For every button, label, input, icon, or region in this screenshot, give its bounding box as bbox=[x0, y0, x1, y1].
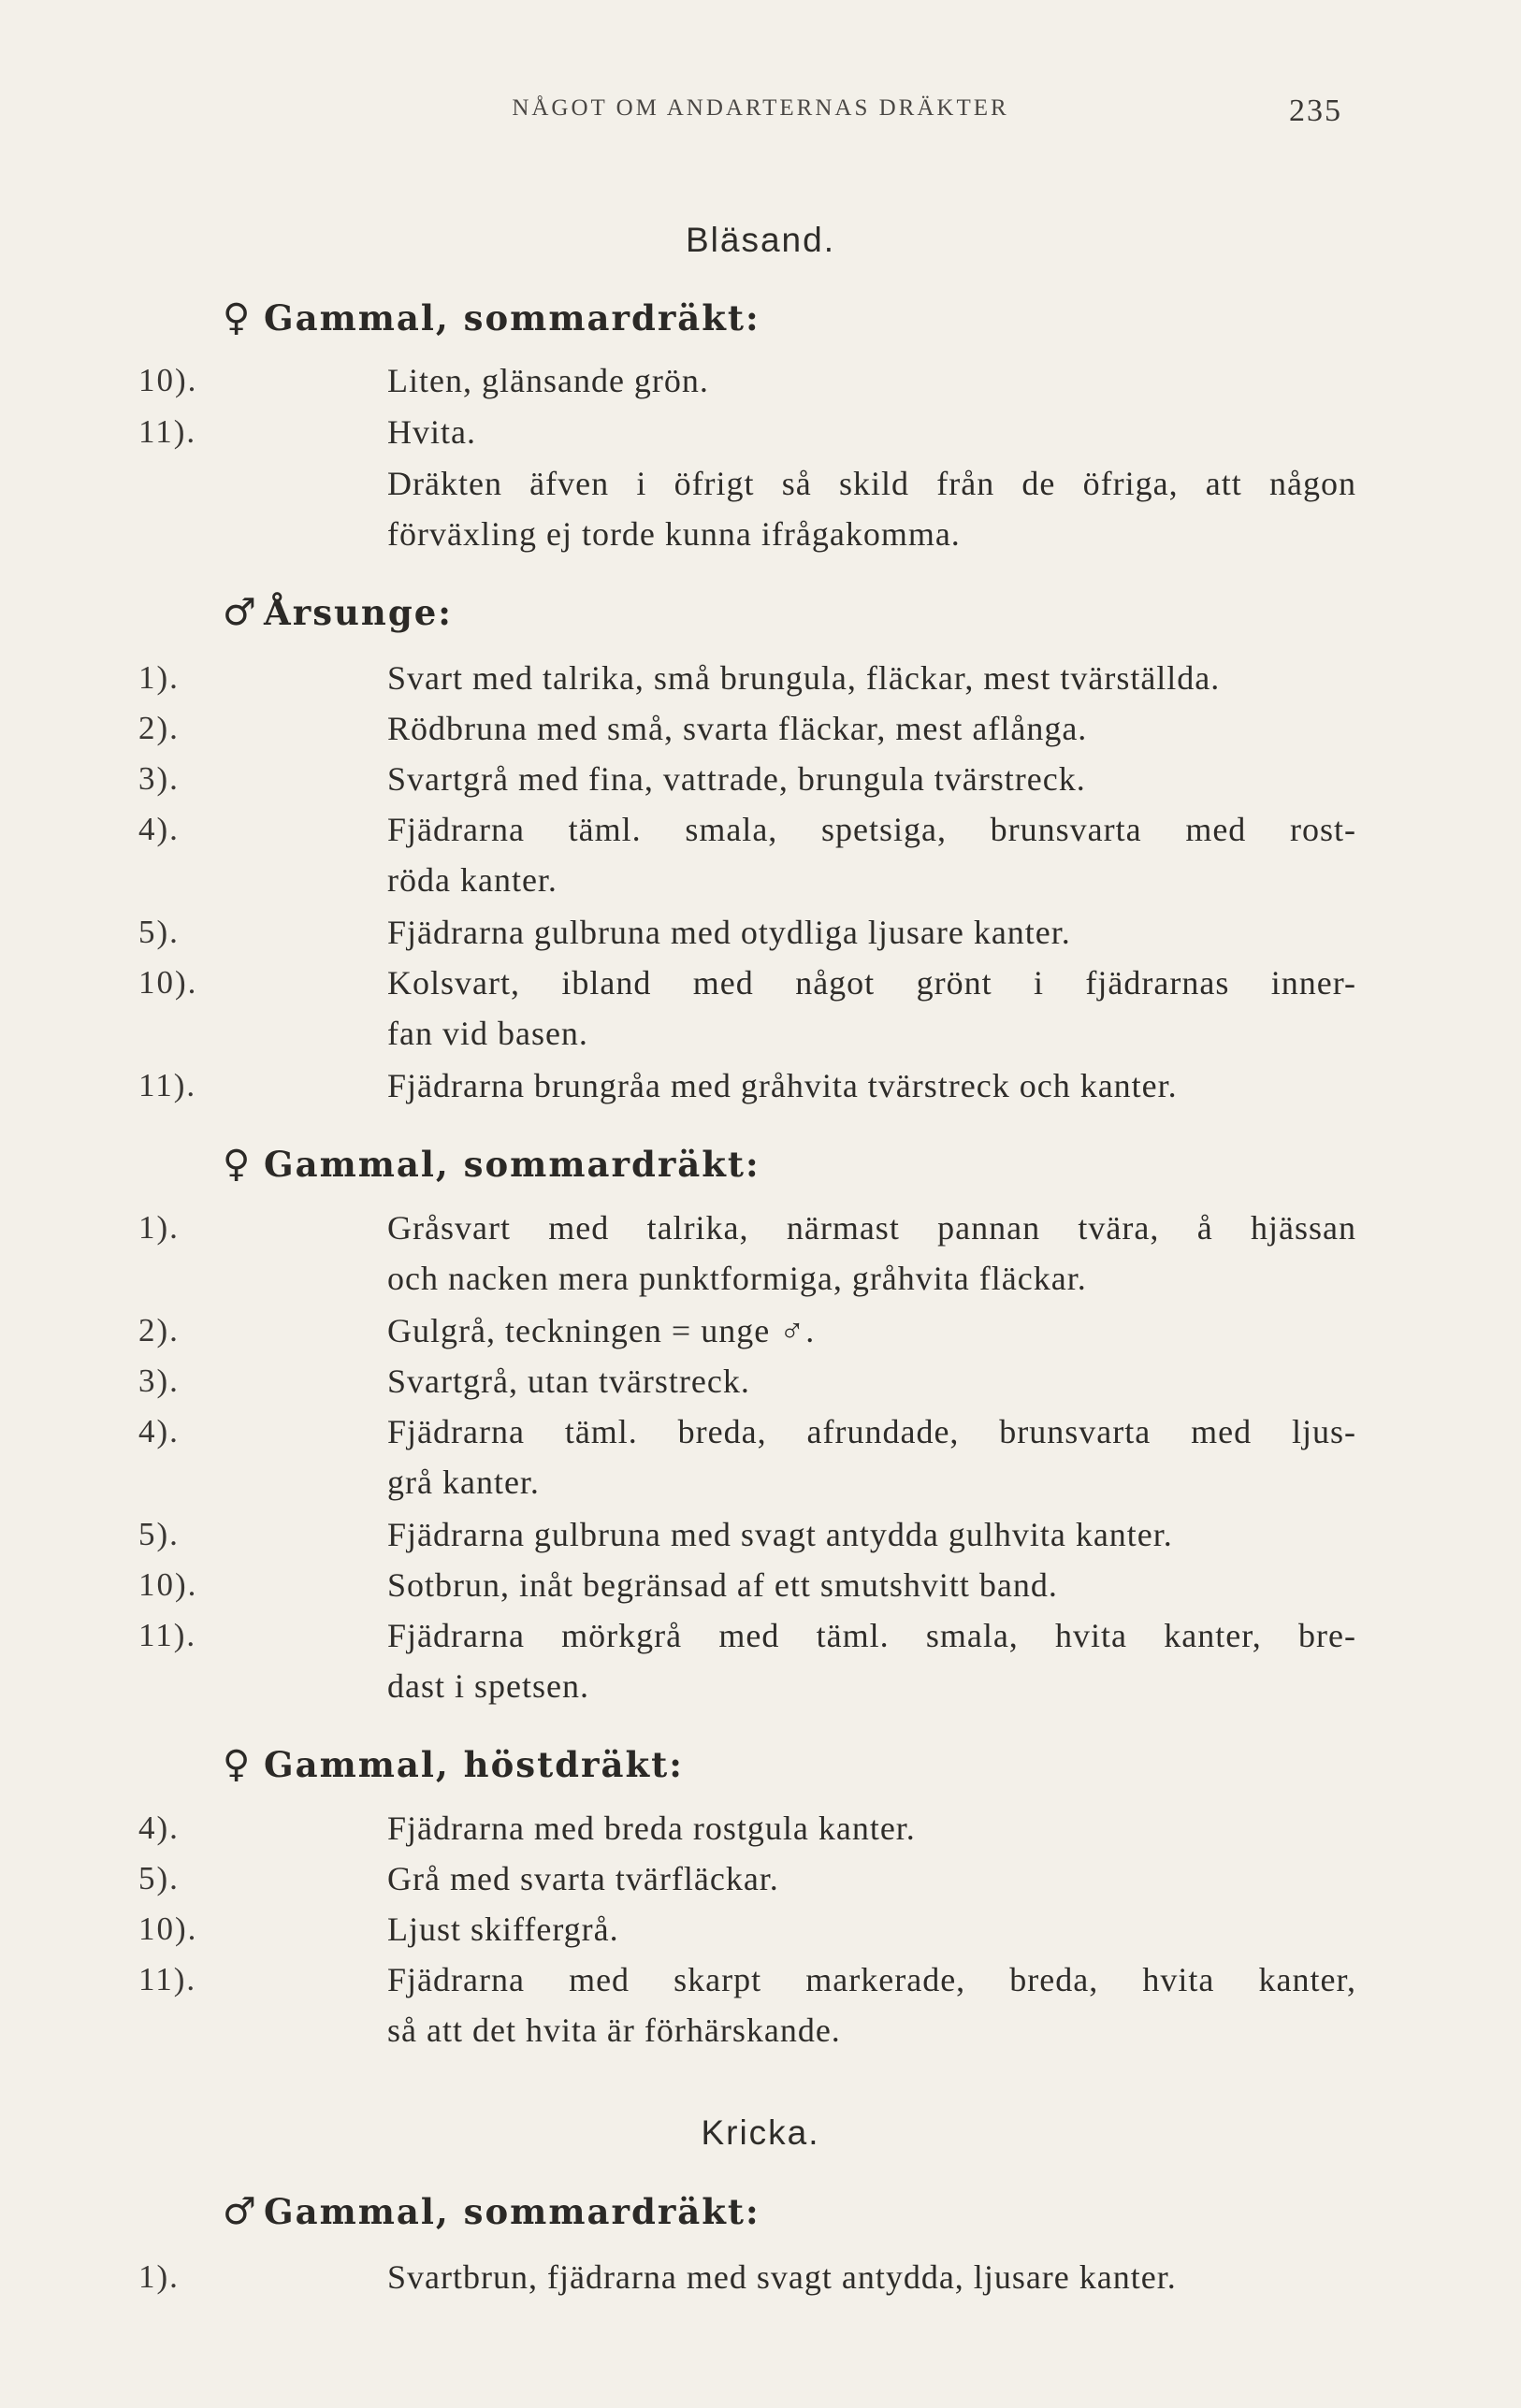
entry-line: Hvita. bbox=[387, 413, 476, 451]
entry-number: 4). bbox=[138, 1810, 180, 1846]
entry-text bbox=[387, 2252, 1356, 2302]
section-heading bbox=[223, 1141, 760, 1188]
entry-text bbox=[387, 1904, 1356, 1954]
entry-line: förväxling ej torde kunna ifrågakomma. bbox=[387, 515, 961, 553]
entry-line: Liten, glänsande grön. bbox=[387, 362, 709, 399]
entry-text bbox=[387, 355, 1356, 406]
section-heading-label: Gammal, sommardräkt: bbox=[264, 297, 760, 339]
entry-number: 11). bbox=[138, 413, 197, 450]
entry-line: Svartgrå, utan tvärstreck. bbox=[387, 1363, 750, 1400]
entry-number: 2). bbox=[138, 1312, 180, 1348]
female-symbol-icon: ♀ bbox=[223, 1743, 253, 1786]
female-symbol-icon: ♀ bbox=[223, 1143, 253, 1186]
entry-text bbox=[387, 703, 1356, 754]
entry-number: 10). bbox=[138, 1911, 198, 1947]
entry-text bbox=[387, 1305, 1356, 1356]
entry-line: Fjädrarna täml. breda, afrundade, brunsvarta med ljus- bbox=[387, 1413, 1356, 1450]
entry-number: 1). bbox=[138, 2258, 180, 2295]
entry-text bbox=[387, 1509, 1356, 1560]
male-symbol-icon: ♂ bbox=[223, 2190, 258, 2233]
entry-line: Kolsvart, ibland med något grönt i fjädrarnas inner- bbox=[387, 964, 1356, 1002]
entry-number: 2). bbox=[138, 710, 180, 746]
species-title: Kricka. bbox=[701, 2113, 820, 2152]
entry-text bbox=[387, 1060, 1356, 1111]
entry-text bbox=[387, 458, 1356, 559]
section-heading-label: Gammal, sommardräkt: bbox=[264, 2191, 760, 2232]
entry-text bbox=[387, 754, 1356, 804]
entry-number: 3). bbox=[138, 1363, 180, 1399]
entry-line: Ljust skiffergrå. bbox=[387, 1911, 619, 1948]
female-symbol-icon: ♀ bbox=[223, 296, 253, 339]
entry-number: 1). bbox=[138, 659, 180, 696]
entry-line: Fjädrarna med skarpt markerade, breda, hvita kanter, bbox=[387, 1961, 1356, 1998]
section-heading bbox=[223, 2188, 760, 2235]
entry-number: 3). bbox=[138, 760, 180, 797]
entry-number: 4). bbox=[138, 1413, 180, 1449]
entry-line: Svart med talrika, små brungula, fläckar, mest tvärställda. bbox=[387, 659, 1221, 697]
entry-text bbox=[387, 958, 1356, 1059]
entry-number: 5). bbox=[138, 1516, 180, 1552]
entry-line: fan vid basen. bbox=[387, 1015, 588, 1052]
entry-line: Dräkten äfven i öfrigt så skild från de öfriga, att någon bbox=[387, 465, 1356, 502]
entry-line: Gråsvart med talrika, närmast pannan tvära, å hjässan bbox=[387, 1209, 1356, 1247]
entry-line: Fjädrarna brungråa med gråhvita tvärstreck och kanter. bbox=[387, 1067, 1178, 1104]
entry-text bbox=[387, 653, 1356, 703]
section-heading-label: Gammal, höstdräkt: bbox=[264, 1744, 684, 1785]
entry-number: 4). bbox=[138, 811, 180, 847]
entry-text bbox=[387, 907, 1356, 958]
entry-text bbox=[387, 1803, 1356, 1853]
entry-line: Fjädrarna mörkgrå med täml. smala, hvita kanter, bre- bbox=[387, 1617, 1356, 1654]
entry-number: 11). bbox=[138, 1617, 197, 1653]
entry-line: så att det hvita är förhärskande. bbox=[387, 2011, 841, 2049]
entry-line: Fjädrarna gulbruna med svagt antydda gulhvita kanter. bbox=[387, 1516, 1173, 1553]
entry-number: 11). bbox=[138, 1067, 197, 1103]
entry-line: Svartgrå med fina, vattrade, brungula tvärstreck. bbox=[387, 760, 1086, 798]
entry-line: och nacken mera punktformiga, gråhvita fläckar. bbox=[387, 1260, 1087, 1297]
entry-number: 1). bbox=[138, 1209, 180, 1246]
entry-number: 5). bbox=[138, 1860, 180, 1896]
entry-number: 5). bbox=[138, 914, 180, 950]
entry-line: Fjädrarna med breda rostgula kanter. bbox=[387, 1810, 916, 1847]
entry-line: Gulgrå, teckningen = unge ♂. bbox=[387, 1312, 816, 1349]
entry-line: röda kanter. bbox=[387, 861, 558, 899]
entry-text bbox=[387, 1203, 1356, 1304]
section-heading-label: Årsunge: bbox=[264, 592, 453, 633]
entry-text bbox=[387, 407, 1356, 457]
entry-line: Fjädrarna täml. smala, spetsiga, brunsvarta med rost- bbox=[387, 811, 1356, 848]
section-heading-label: Gammal, sommardräkt: bbox=[264, 1144, 760, 1185]
entry-line: Svartbrun, fjädrarna med svagt antydda, ljusare kanter. bbox=[387, 2258, 1177, 2296]
entry-text bbox=[387, 804, 1356, 905]
entry-line: Grå med svarta tvärfläckar. bbox=[387, 1860, 779, 1897]
entry-text bbox=[387, 1356, 1356, 1406]
entry-number: 11). bbox=[138, 1961, 197, 1997]
entry-number: 10). bbox=[138, 1566, 198, 1603]
entry-text bbox=[387, 1406, 1356, 1507]
page-number: 235 bbox=[1289, 94, 1342, 128]
male-symbol-icon: ♂ bbox=[223, 591, 258, 634]
species-title: Bläsand. bbox=[686, 221, 835, 259]
entry-number: 10). bbox=[138, 964, 198, 1001]
entry-line: grå kanter. bbox=[387, 1464, 540, 1501]
entry-line: dast i spetsen. bbox=[387, 1667, 589, 1705]
section-heading bbox=[223, 295, 760, 341]
entry-number: 10). bbox=[138, 362, 198, 398]
entry-text bbox=[387, 1610, 1356, 1711]
section-heading bbox=[223, 1741, 684, 1788]
entry-text bbox=[387, 1853, 1356, 1904]
entry-line: Fjädrarna gulbruna med otydliga ljusare kanter. bbox=[387, 914, 1071, 951]
entry-text bbox=[387, 1560, 1356, 1610]
entry-line: Rödbruna med små, svarta fläckar, mest aflånga. bbox=[387, 710, 1088, 747]
entry-line: Sotbrun, inåt begränsad af ett smutshvitt band. bbox=[387, 1566, 1058, 1604]
section-heading bbox=[223, 589, 453, 636]
running-title: NÅGOT OM ANDARTERNAS DRÄKTER bbox=[512, 95, 1009, 121]
entry-text bbox=[387, 1954, 1356, 2055]
